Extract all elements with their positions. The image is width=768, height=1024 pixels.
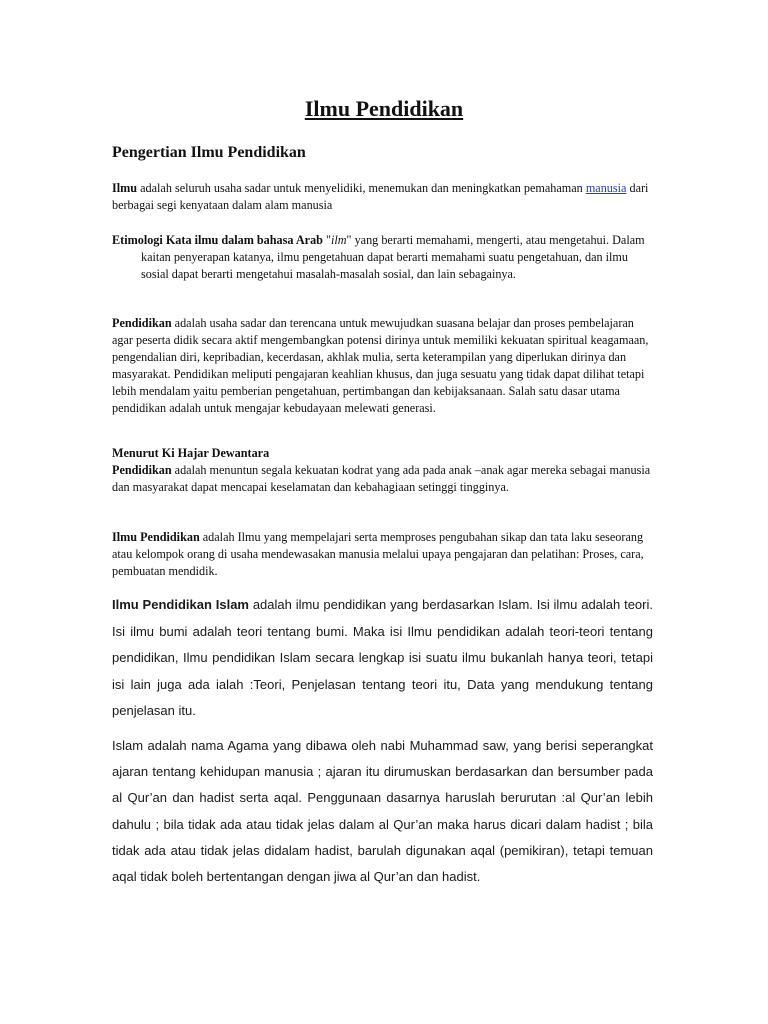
section-subtitle: Pengertian Ilmu Pendidikan <box>112 144 306 161</box>
ilmu-pendidikan-islam-paragraph <box>112 592 653 725</box>
ilmu-pendidikan-islam-text: adalah ilmu pendidikan yang berdasarkan Islam. Isi ilmu adalah teori. Isi ilmu bumi adalah teori tentang bumi. Maka isi Ilmu pendidikan adalah teori-teori tentang pendidikan, Ilmu pendidikan Islam secara lengkap isi suatu ilmu bukanlah hanya teori, tetapi isi lain juga ada ialah :Teori, Penjelasan tentang teori itu, Data yang mendukung tentang penjelasan itu. <box>112 597 653 719</box>
pendidikan-paragraph <box>112 315 652 417</box>
pendidikan-term: Pendidikan <box>112 316 172 330</box>
ilmu-paragraph <box>112 180 652 214</box>
etimologi-quote-close: " <box>346 233 352 247</box>
ki-hajar-term: Pendidikan <box>112 463 172 477</box>
manusia-link[interactable]: manusia <box>585 181 627 195</box>
page-title: Ilmu Pendidikan <box>304 96 464 121</box>
ilmu-pendidikan-paragraph <box>112 529 652 580</box>
ki-hajar-paragraph <box>112 445 652 496</box>
ki-hajar-text: adalah menuntun segala kekuatan kodrat yang ada pada anak –anak agar mereka sebagai manusia dan masyarakat dapat mencapai keselamatan dan kebahagiaan setinggi tingginya. <box>112 463 651 494</box>
ilmu-text-after: dari berbagai segi kenyataan dalam alam manusia <box>112 181 649 212</box>
ilmu-pendidikan-term: Ilmu Pendidikan <box>112 530 200 544</box>
islam-paragraph: Islam adalah nama Agama yang dibawa oleh nabi Muhammad saw, yang berisi seperangkat ajaran tentang kehidupan manusia ; ajaran itu dirumuskan berdasarkan dan bersumber pada al Qur’an dan hadist serta aqal. Penggunaan dasarnya haruslah berurutan :al Qur’an lebih dahulu ; bila tidak ada atau tidak jelas dalam al Qur’an maka harus dicari dalam hadist ; bila tidak ada atau tidak jelas didalam hadist, barulah digunakan aqal (pemikiran), tetapi temuan aqal tidak boleh bertentangan dengan jiwa al Qur’an dan hadist. <box>112 738 653 885</box>
ilmu-pendidikan-islam-term: Ilmu Pendidikan Islam <box>112 597 249 612</box>
etimologi-text: yang berarti memahami, mengerti, atau mengetahui. Dalam kaitan penyerapan katanya, ilmu pengetahuan dapat berarti memahami suatu pengetahuan, dan ilmu sosial dapat berarti mengetahui masalah-masalah sosial, dan lain sebagainya. <box>141 233 645 281</box>
ilmu-pendidikan-text: adalah Ilmu yang mempelajari serta memproses pengubahan sikap dan tata laku seseorang atau kelompok orang di usaha mendewasakan manusia melalui upaya pengajaran dan pelatihan: Proses, cara, pembuatan mendidik. <box>112 530 644 578</box>
etimologi-arabic-word: ilm <box>330 233 347 247</box>
etimologi-term: Etimologi Kata ilmu dalam bahasa Arab <box>112 233 323 247</box>
etimologi-paragraph <box>112 232 655 283</box>
pendidikan-text: adalah usaha sadar dan terencana untuk mewujudkan suasana belajar dan proses pembelajaran agar peserta didik secara aktif mengembangkan potensi dirinya untuk memiliki kekuatan spiritual keagamaan, pengendalian diri, kepribadian, kecerdasan, akhlak mulia, serta keterampilan yang diperlukan dirinya dan masyarakat. Pendidikan meliputi pengajaran keahlian khusus, dan juga sesuatu yang tidak dapat dilihat tetapi lebih mendalam yaitu pemberian pengetahuan, pertimbangan dan kebijaksanaan. Salah satu dasar utama pendidikan adalah untuk mengajar kebudayaan melewati generasi. <box>112 316 649 415</box>
ki-hajar-heading: Menurut Ki Hajar Dewantara <box>112 446 270 460</box>
ilmu-text-before: adalah seluruh usaha sadar untuk menyelidiki, menemukan dan meningkatkan pemahaman <box>137 181 586 195</box>
etimologi-quote-open: " <box>322 233 331 247</box>
ilmu-term: Ilmu <box>112 181 138 195</box>
